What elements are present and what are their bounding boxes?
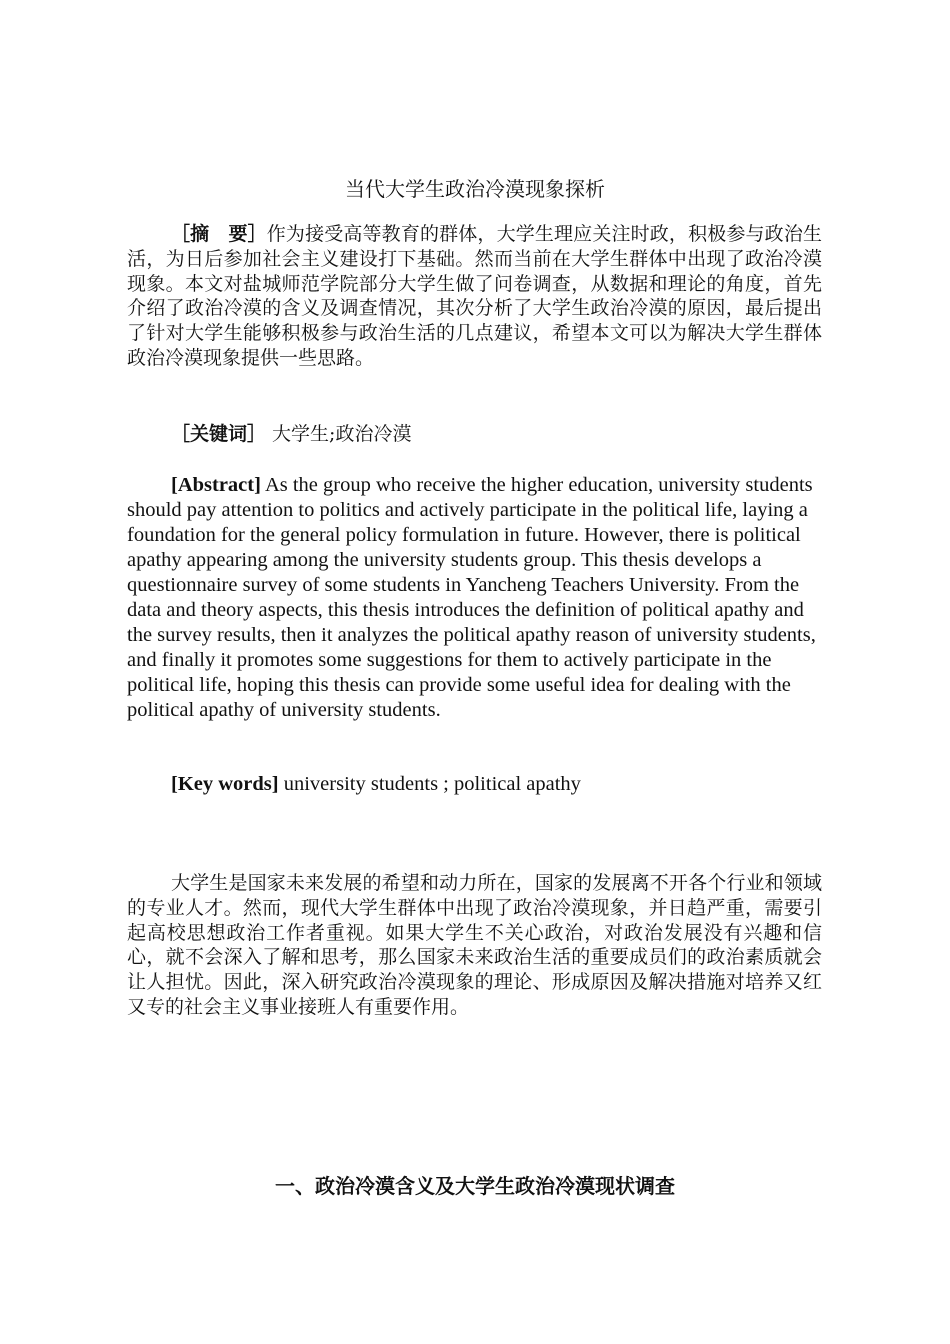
paper-title: 当代大学生政治冷漠现象探析 — [345, 177, 605, 201]
abstract-en-label: [Abstract] — [171, 474, 261, 496]
keywords-zh-text: 大学生;政治冷漠 — [266, 423, 412, 445]
keywords-en-text: university students ; political apathy — [278, 773, 581, 795]
keywords-zh — [127, 422, 822, 447]
abstract-en — [127, 473, 822, 723]
abstract-zh-label: ［摘 要］ — [171, 223, 267, 245]
intro-paragraph: 大学生是国家未来发展的希望和动力所在，国家的发展离不开各个行业和领域的专业人才。然而，现代大学生群体中出现了政治冷漠现象，并日趋严重，需要引起高校思想政治工作者重视。如果大学生不关心政治，对政治发展没有兴趣和信心，就不会深入了解和思考，那么国家未来政治生活的重要成员们的政治素质就会让人担忧。因此，深入研究政治冷漠现象的理论、形成原因及解决措施对培养又红又专的社会主义事业接班人有重要作用。 — [127, 872, 822, 1018]
abstract-en-text: As the group who receive the higher education, university students should pay attention to politics and actively participate in the political life, laying a foundation for the general policy formulation in future. However, there is political apathy appearing among the university students group. This thesis develops a questionnaire survey of some students in Yancheng Teachers University. From the data and theory aspects, this thesis introduces the definition of political apathy and the survey results, then it analyzes the political apathy reason of university students, and finally it promotes some suggestions for them to actively participate in the political life, hoping this thesis can provide some useful idea for dealing with the political apathy of university students. — [127, 474, 816, 721]
abstract-zh-text: 作为接受高等教育的群体，大学生理应关注时政，积极参与政治生活，为日后参加社会主义建设打下基础。然而当前在大学生群体中出现了政治冷漠现象。本文对盐城师范学院部分大学生做了问卷调查，从数据和理论的角度，首先介绍了政治冷漠的含义及调查情况，其次分析了大学生政治冷漠的原因，最后提出了针对大学生能够积极参与政治生活的几点建议，希望本文可以为解决大学生群体政治冷漠现象提供一些思路。 — [127, 223, 822, 369]
abstract-zh — [127, 222, 822, 371]
keywords-en-label: [Key words] — [171, 773, 279, 795]
section-heading: 一、政治冷漠含义及大学生政治冷漠现状调查 — [275, 1174, 675, 1198]
keywords-zh-label: ［关键词］ — [171, 423, 267, 445]
keywords-en — [127, 772, 822, 797]
